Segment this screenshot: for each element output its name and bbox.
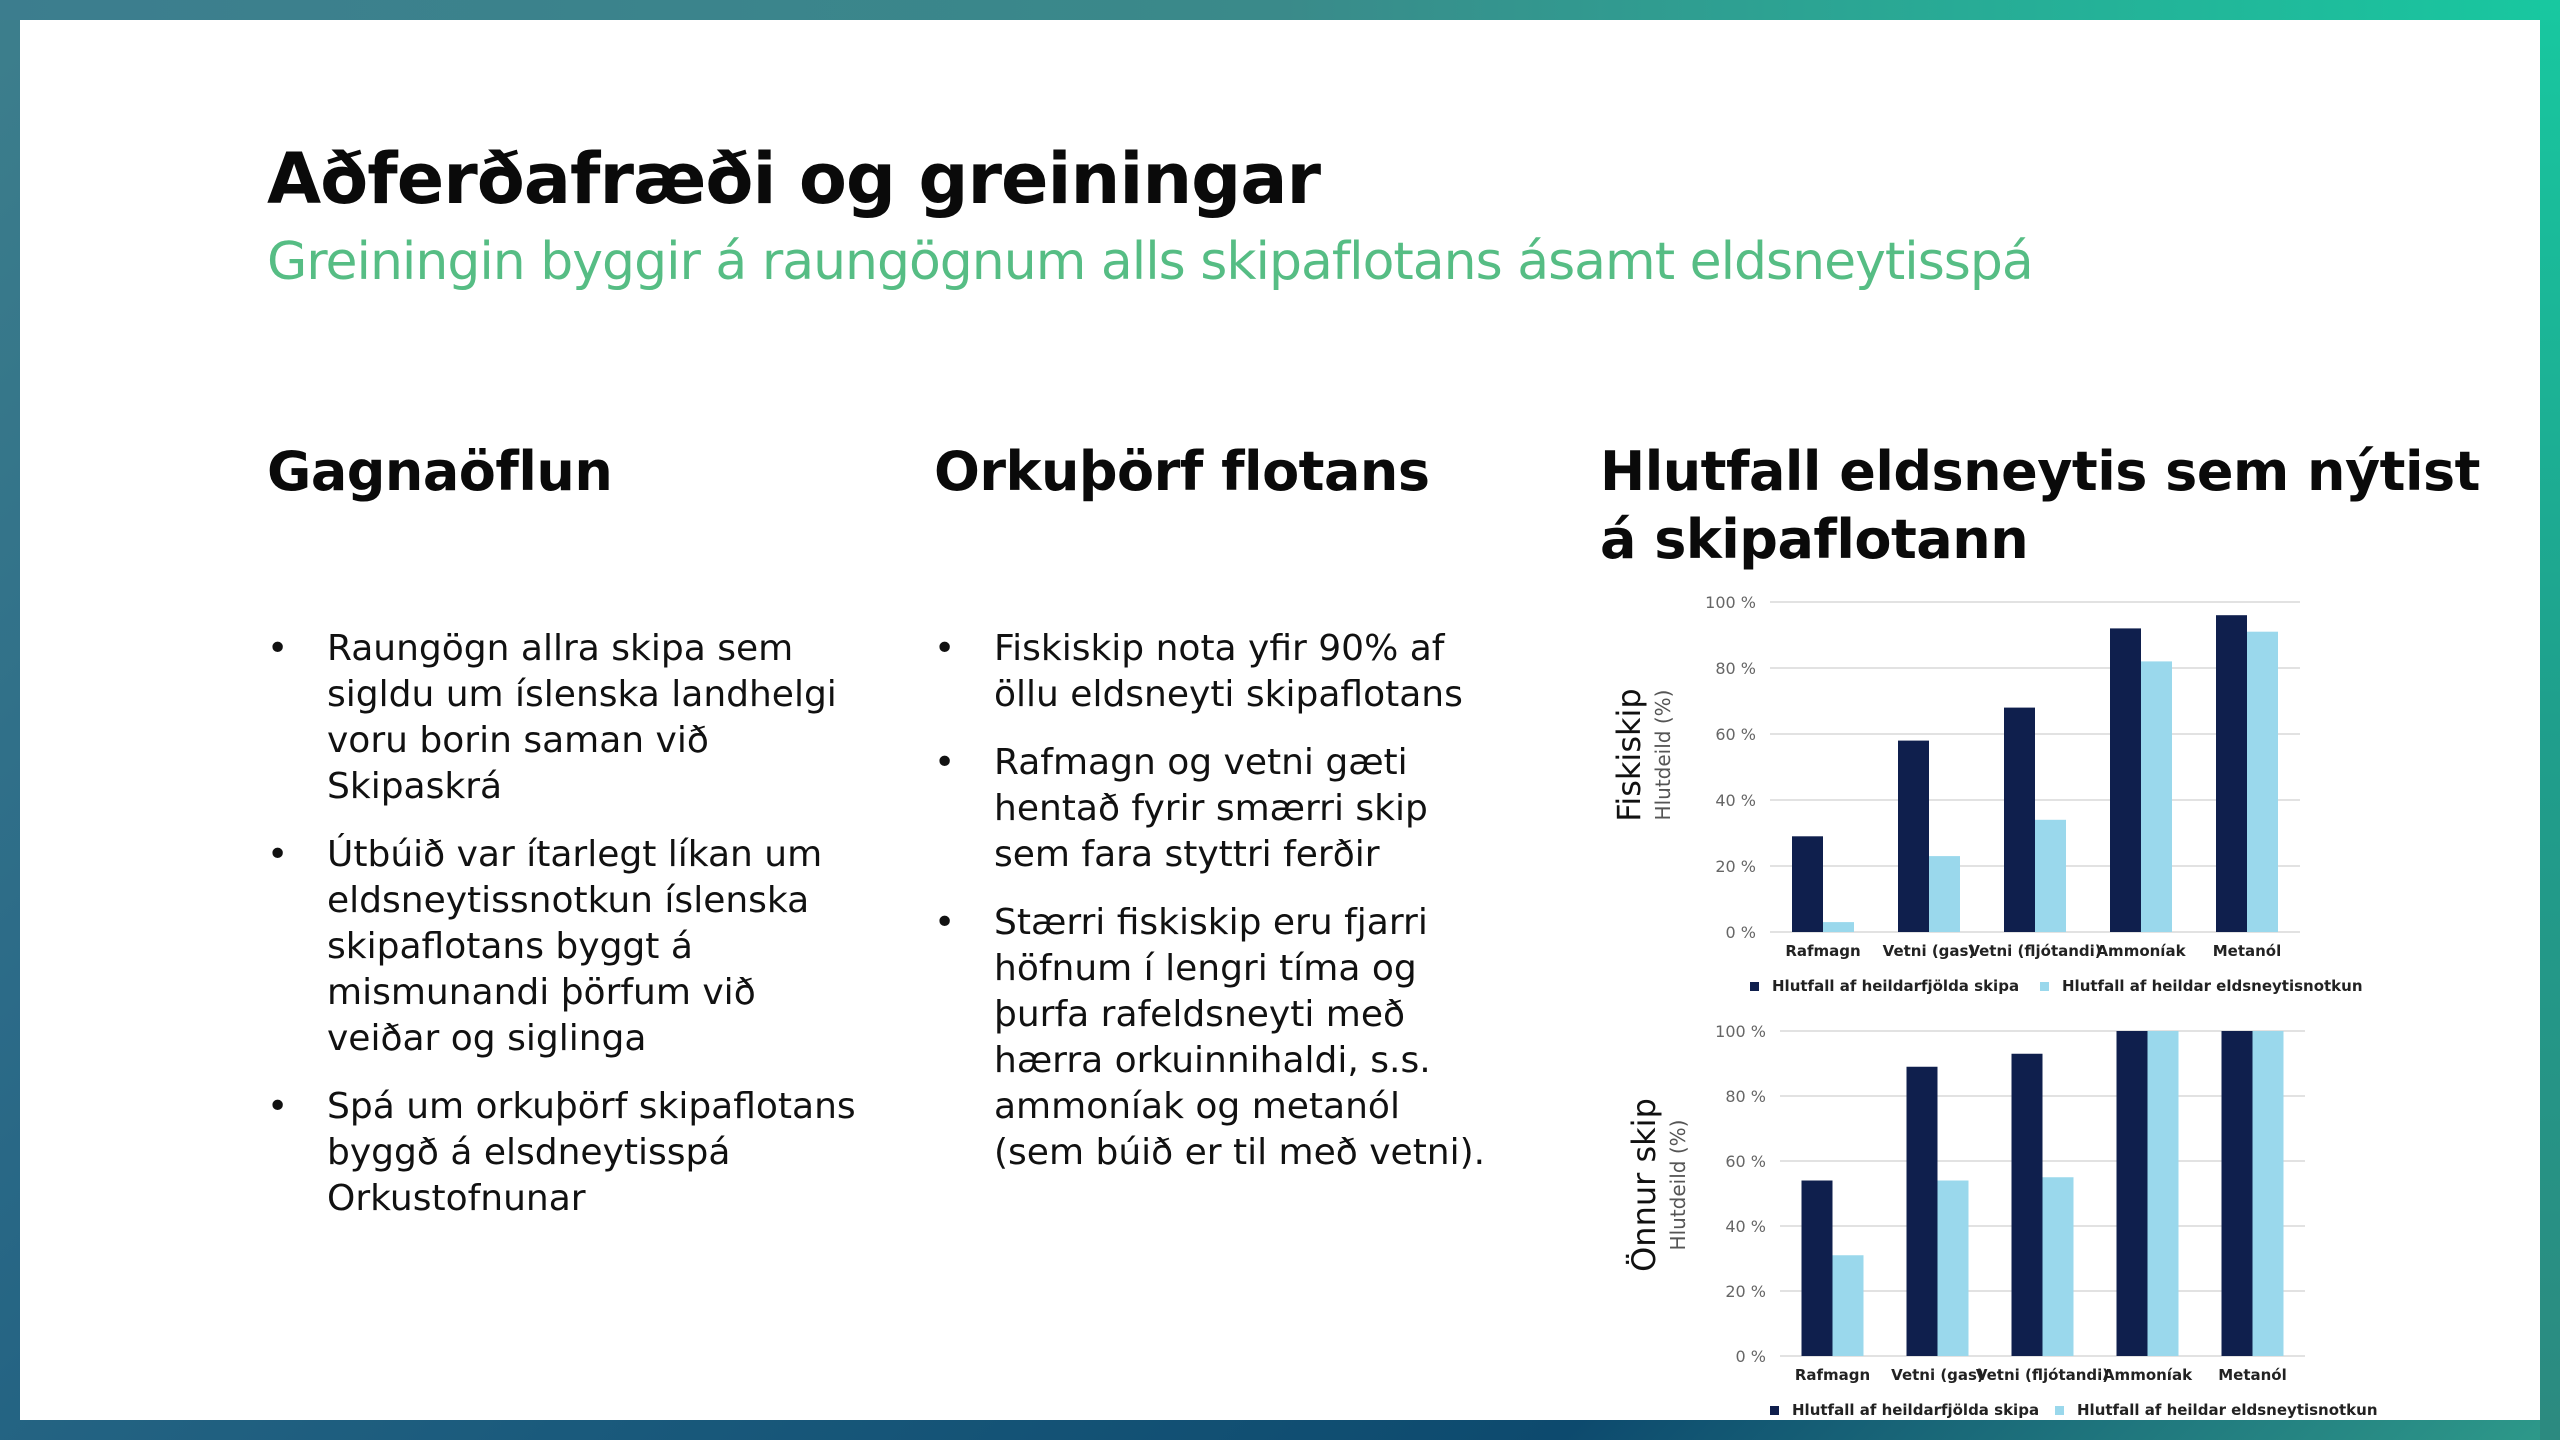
y-tick-label: 100 %	[1715, 1022, 1766, 1041]
chart-side-title: Önnur skip	[1625, 1098, 1663, 1272]
chart-side-title: Fiskiskip	[1610, 688, 1648, 822]
bar	[2012, 1054, 2043, 1356]
legend-label: Hlutfall af heildar eldsneytisnotkun	[2077, 1401, 2378, 1419]
y-tick-label: 40 %	[1725, 1217, 1766, 1236]
bar	[2004, 708, 2035, 932]
bullet-item	[934, 626, 1494, 718]
bullet-text: Útbúið var ítarlegt líkan um eldsneytissnotkun íslenska skipaflotans byggt á mismunandi þörfum við veiðar og siglinga	[327, 834, 823, 1059]
bar	[2110, 628, 2141, 932]
x-tick-label: Vetni (gas)	[1891, 1366, 1984, 1384]
bullet-text: Stærri fiskiskip eru fjarri höfnum í lengri tíma og þurfa rafeldsneyti með hærra orkuinnihaldi, s.s. ammoníak og metanól (sem búið er til með vetni).	[994, 902, 1486, 1173]
bullet-dot: •	[267, 834, 289, 875]
y-tick-label: 80 %	[1725, 1087, 1766, 1106]
bullet-text: Rafmagn og vetni gæti hentað fyrir smærri skip sem fara styttri ferðir	[994, 742, 1428, 875]
bar	[2035, 820, 2066, 932]
chart-fiskiskip	[1590, 575, 2430, 1005]
bullet-dot: •	[934, 742, 956, 783]
bullet-text: Raungögn allra skipa sem sigldu um íslenska landhelgi voru borin saman við Skipaskrá	[327, 628, 837, 807]
bullet-dot: •	[267, 1086, 289, 1127]
x-tick-label: Metanól	[2212, 942, 2282, 960]
chart-y-axis-label: Hlutdeild (%)	[1651, 689, 1675, 821]
legend-swatch	[1750, 982, 1759, 991]
slide	[20, 20, 2540, 1420]
legend-label: Hlutfall af heildarfjölda skipa	[1792, 1401, 2040, 1419]
y-tick-label: 40 %	[1715, 791, 1756, 810]
bar	[1938, 1181, 1969, 1357]
bar	[1833, 1255, 1864, 1356]
chart-y-axis-label: Hlutdeild (%)	[1666, 1119, 1690, 1251]
slide-title: Aðferðafræði og greiningar	[267, 138, 1321, 220]
column-heading-gagnaoflun: Gagnaöflun	[267, 440, 613, 503]
bullet-dot: •	[934, 628, 956, 669]
bullet-item	[267, 832, 867, 1062]
bullet-item	[267, 626, 867, 810]
column-heading-orkuthorf: Orkuþörf flotans	[934, 440, 1430, 503]
bar	[2148, 1031, 2179, 1356]
y-tick-label: 0 %	[1735, 1347, 1766, 1366]
bullet-dot: •	[267, 628, 289, 669]
bullet-text: Spá um orkuþörf skipaflotans byggð á elsdneytisspá Orkustofnunar	[327, 1086, 856, 1219]
bullet-dot: •	[934, 902, 956, 943]
legend-label: Hlutfall af heildar eldsneytisnotkun	[2062, 977, 2363, 995]
bar	[2141, 661, 2172, 932]
bar	[1823, 922, 1854, 932]
frame-top-border	[0, 0, 2560, 20]
bullet-list-orkuthorf	[934, 626, 1494, 1198]
bar	[2247, 632, 2278, 932]
legend-swatch	[1770, 1406, 1779, 1415]
bar	[1898, 741, 1929, 932]
bullet-list-gagnaoflun	[267, 626, 867, 1244]
y-tick-label: 60 %	[1715, 725, 1756, 744]
chart-onnur-skip	[1590, 1005, 2430, 1425]
bar	[2216, 615, 2247, 932]
bar	[2253, 1031, 2284, 1356]
charts-heading: Hlutfall eldsneytis sem nýtist á skipaflotann	[1600, 440, 2480, 571]
bar	[1792, 836, 1823, 932]
y-tick-label: 20 %	[1725, 1282, 1766, 1301]
slide-subtitle: Greiningin byggir á raungögnum alls skipaflotans ásamt eldsneytisspá	[267, 232, 2033, 292]
y-tick-label: 20 %	[1715, 857, 1756, 876]
x-tick-label: Rafmagn	[1785, 942, 1861, 960]
legend-swatch	[2055, 1406, 2064, 1415]
bullet-item	[267, 1084, 867, 1222]
y-tick-label: 60 %	[1725, 1152, 1766, 1171]
bar	[2117, 1031, 2148, 1356]
bar	[1802, 1181, 1833, 1357]
bullet-item	[934, 740, 1494, 878]
frame-right-border	[2540, 0, 2560, 1440]
legend-label: Hlutfall af heildarfjölda skipa	[1772, 977, 2020, 995]
x-tick-label: Vetni (fljótandi)	[1975, 1366, 2110, 1384]
x-tick-label: Rafmagn	[1794, 1366, 1871, 1384]
bar	[2043, 1177, 2074, 1356]
y-tick-label: 0 %	[1725, 923, 1756, 942]
y-tick-label: 80 %	[1715, 659, 1756, 678]
y-tick-label: 100 %	[1705, 593, 1756, 612]
legend-swatch	[2040, 982, 2049, 991]
bar	[2222, 1031, 2253, 1356]
x-tick-label: Metanól	[2218, 1366, 2287, 1384]
x-tick-label: Ammoníak	[2096, 942, 2186, 960]
bar	[1907, 1067, 1938, 1356]
bar	[1929, 856, 1960, 932]
x-tick-label: Ammoníak	[2102, 1366, 2193, 1384]
bullet-text: Fiskiskip nota yfir 90% af öllu eldsneyti skipaflotans	[994, 628, 1463, 715]
x-tick-label: Vetni (fljótandi)	[1968, 942, 2102, 960]
bullet-item	[934, 900, 1494, 1176]
x-tick-label: Vetni (gas)	[1882, 942, 1976, 960]
